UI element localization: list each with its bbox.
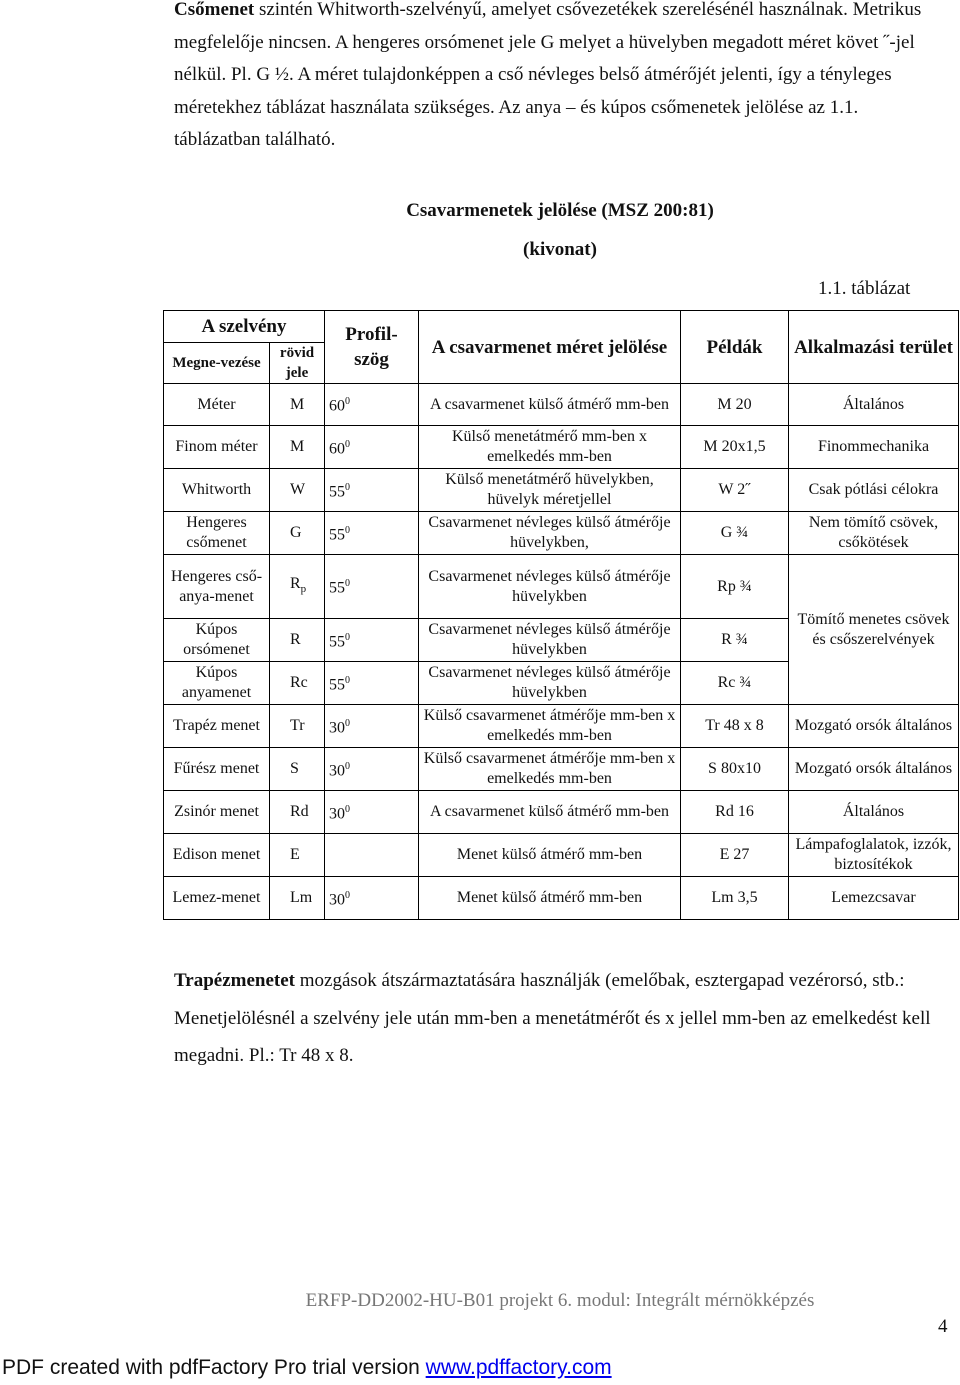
row-symbol-text: R xyxy=(290,631,301,648)
row-angle-value: 55 xyxy=(329,579,345,597)
row-symbol xyxy=(270,512,325,555)
row-application: Csak pótlási célokra xyxy=(789,469,959,512)
row-application: Általános xyxy=(789,384,959,426)
row-name: Hengeres cső-anya-menet xyxy=(164,555,270,619)
row-name: Kúpos anyamenet xyxy=(164,662,270,705)
row-angle-value: 55 xyxy=(329,676,345,694)
row-symbol xyxy=(270,705,325,748)
row-angle-degree: 0 xyxy=(345,760,350,772)
row-angle-degree: 0 xyxy=(345,578,350,590)
row-designation: Csavarmenet névleges külső átmérője hüvelykben, xyxy=(419,512,681,555)
table-row xyxy=(164,512,959,555)
row-symbol xyxy=(270,469,325,512)
table-row xyxy=(164,469,959,512)
table-row xyxy=(164,384,959,426)
row-angle-value: 55 xyxy=(329,526,345,544)
row-angle-value: 55 xyxy=(329,483,345,501)
header-angle: Profil-szög xyxy=(325,311,419,384)
row-application: Általános xyxy=(789,791,959,834)
row-angle xyxy=(325,834,419,877)
row-symbol-text: M xyxy=(290,438,305,455)
row-example: Rc ¾ xyxy=(681,662,789,705)
row-angle xyxy=(325,705,419,748)
row-symbol-text: G xyxy=(290,524,302,541)
pdf-banner xyxy=(2,1356,612,1380)
row-angle xyxy=(325,555,419,619)
row-example: Rd 16 xyxy=(681,791,789,834)
row-designation: A csavarmenet külső átmérő mm-ben xyxy=(419,791,681,834)
row-symbol-text: Rc xyxy=(290,674,308,691)
row-application: Mozgató orsók általános xyxy=(789,748,959,791)
row-designation: Külső csavarmenet átmérője mm-ben x emelkedés mm-ben xyxy=(419,705,681,748)
row-name: Kúpos orsómenet xyxy=(164,619,270,662)
row-name: Whitworth xyxy=(164,469,270,512)
row-angle-value: 30 xyxy=(329,891,345,909)
row-angle xyxy=(325,877,419,920)
row-symbol-text: Tr xyxy=(290,717,305,734)
row-angle xyxy=(325,791,419,834)
row-symbol-text: M xyxy=(290,395,305,413)
intro-paragraph xyxy=(174,0,934,157)
row-name: Méter xyxy=(164,384,270,426)
row-angle-degree: 0 xyxy=(345,803,350,815)
row-angle-degree: 0 xyxy=(345,396,350,408)
intro-text: szintén Whitworth-szelvényű, amelyet csővezetékek szerelésénél használnak. Metrikus megfelelője nincsen. A hengeres orsómenet jele G melyet a hüvelyben megadott méret követ ˝-jel nélkül. Pl. G ½. A méret tulajdonképpen a cső névleges belső átmérőjét jelenti, így a tényleges méretekhez táblázat használata szükséges. Az anya – és kúpos csőmenetek jelölése az 1.1. táblázatban található. xyxy=(174,0,922,151)
row-example: R ¾ xyxy=(681,619,789,662)
table-title: Csavarmenetek jelölése (MSZ 200:81) xyxy=(406,200,714,221)
row-application: Finommechanika xyxy=(789,426,959,469)
table-row xyxy=(164,834,959,877)
row-angle xyxy=(325,384,419,426)
row-angle xyxy=(325,748,419,791)
row-name: Zsinór menet xyxy=(164,791,270,834)
intro-lead-term: Csőmenet xyxy=(174,0,255,20)
row-symbol xyxy=(270,791,325,834)
row-angle xyxy=(325,662,419,705)
table-row xyxy=(164,748,959,791)
row-symbol xyxy=(270,555,325,619)
row-angle-value: 30 xyxy=(329,762,345,780)
thread-designation-table xyxy=(163,310,959,920)
row-designation: Külső csavarmenet átmérője mm-ben x emelkedés mm-ben xyxy=(419,748,681,791)
row-example: M 20x1,5 xyxy=(681,426,789,469)
row-angle-value: 55 xyxy=(329,633,345,651)
row-symbol-text: W xyxy=(290,481,306,498)
row-example: Rp ¾ xyxy=(681,555,789,619)
row-angle-value: 60 xyxy=(329,397,345,415)
row-application: Nem tömítő csövek, csőkötések xyxy=(789,512,959,555)
row-application: Lemezcsavar xyxy=(789,877,959,920)
row-angle-degree: 0 xyxy=(345,717,350,729)
outro-text: mozgások átszármaztatására használják (emelőbak, esztergapad vezérorsó, stb.: Menetjelölésnél a szelvény jele után mm-ben a menetátmérőt és x jellel mm-ben az emelkedést kell megadni. Pl.: Tr 48 x 8. xyxy=(174,970,931,1066)
row-symbol xyxy=(270,384,325,426)
row-symbol xyxy=(270,877,325,920)
outro-lead-term: Trapézmenetet xyxy=(174,970,295,991)
row-angle-degree: 0 xyxy=(345,674,350,686)
table-row xyxy=(164,555,959,619)
header-short: rövid jele xyxy=(270,343,325,384)
row-designation: Külső menetátmérő mm-ben x emelkedés mm-ben xyxy=(419,426,681,469)
row-angle xyxy=(325,619,419,662)
row-designation: Csavarmenet névleges külső átmérője hüvelykben xyxy=(419,619,681,662)
table-row xyxy=(164,791,959,834)
row-designation: A csavarmenet külső átmérő mm-ben xyxy=(419,384,681,426)
row-symbol-subscript: p xyxy=(300,583,307,596)
row-name: Finom méter xyxy=(164,426,270,469)
row-example: E 27 xyxy=(681,834,789,877)
row-name: Trapéz menet xyxy=(164,705,270,748)
table-subtitle: (kivonat) xyxy=(523,239,597,260)
footer-project: ERFP-DD2002-HU-B01 projekt 6. modul: Integrált mérnökképzés xyxy=(305,1290,815,1311)
row-angle-degree: 0 xyxy=(345,438,350,450)
row-symbol-text: E xyxy=(290,846,300,863)
header-examples: Példák xyxy=(681,311,789,384)
row-example: S 80x10 xyxy=(681,748,789,791)
row-angle xyxy=(325,469,419,512)
row-angle-degree: 0 xyxy=(345,631,350,643)
table-row xyxy=(164,705,959,748)
row-name: Hengeres csőmenet xyxy=(164,512,270,555)
row-application: Tömítő menetes csövek és csőszerelvények xyxy=(789,555,959,705)
row-angle xyxy=(325,426,419,469)
pdf-banner-text: PDF created with pdfFactory Pro trial version xyxy=(2,1356,426,1379)
row-angle-value: 30 xyxy=(329,805,345,823)
pdf-link[interactable]: www.pdffactory.com xyxy=(425,1356,612,1379)
row-symbol xyxy=(270,662,325,705)
row-designation: Csavarmenet névleges külső átmérője hüvelykben xyxy=(419,662,681,705)
row-application: Lámpafoglalatok, izzók, biztosítékok xyxy=(789,834,959,877)
table-header-row xyxy=(164,311,959,343)
row-example: W 2˝ xyxy=(681,469,789,512)
row-symbol xyxy=(270,619,325,662)
row-example: M 20 xyxy=(681,384,789,426)
row-angle xyxy=(325,512,419,555)
header-application: Alkalmazási terület xyxy=(789,311,959,384)
row-name: Edison menet xyxy=(164,834,270,877)
row-designation: Menet külső átmérő mm-ben xyxy=(419,877,681,920)
row-angle-value: 60 xyxy=(329,440,345,458)
row-symbol-text: R xyxy=(290,574,301,592)
row-symbol-text: Rd xyxy=(290,803,309,820)
table-number: 1.1. táblázat xyxy=(818,278,911,299)
row-symbol xyxy=(270,748,325,791)
row-example: Tr 48 x 8 xyxy=(681,705,789,748)
page-number: 4 xyxy=(938,1316,948,1337)
header-designation: A csavarmenet méret jelölése xyxy=(419,311,681,384)
row-angle-degree: 0 xyxy=(345,889,350,901)
row-angle-degree: 0 xyxy=(345,524,350,536)
row-symbol-text: S xyxy=(290,760,299,777)
header-profile: A szelvény xyxy=(164,311,325,343)
row-angle-value: 30 xyxy=(329,719,345,737)
row-designation: Menet külső átmérő mm-ben xyxy=(419,834,681,877)
row-symbol xyxy=(270,834,325,877)
outro-paragraph xyxy=(174,962,934,1075)
row-symbol xyxy=(270,426,325,469)
row-name: Lemez-menet xyxy=(164,877,270,920)
row-designation: Csavarmenet névleges külső átmérője hüvelykben xyxy=(419,555,681,619)
row-name: Fűrész menet xyxy=(164,748,270,791)
header-name: Megne-vezése xyxy=(164,343,270,384)
row-symbol-text: Lm xyxy=(290,889,313,906)
row-application: Mozgató orsók általános xyxy=(789,705,959,748)
row-designation: Külső menetátmérő hüvelykben, hüvelyk méretjellel xyxy=(419,469,681,512)
table-row xyxy=(164,877,959,920)
row-example: Lm 3,5 xyxy=(681,877,789,920)
row-angle-degree: 0 xyxy=(345,481,350,493)
row-example: G ¾ xyxy=(681,512,789,555)
table-row xyxy=(164,426,959,469)
